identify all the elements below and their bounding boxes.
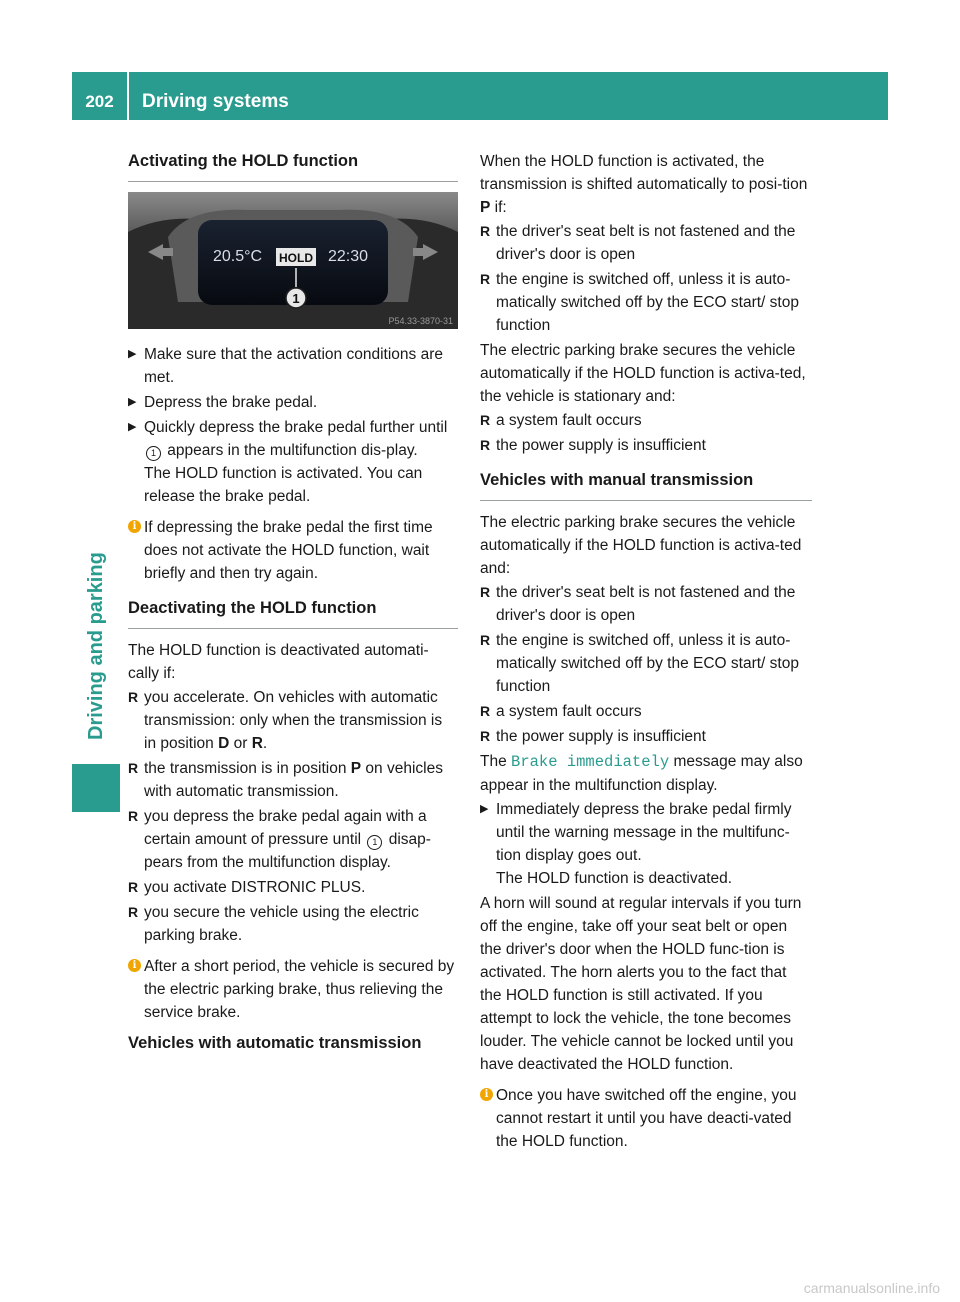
- deactivation-intro: The HOLD function is deactivated automati-cally if:: [128, 642, 429, 682]
- arrow-icon: ▶: [128, 421, 137, 433]
- bullet-icon: R: [128, 879, 139, 895]
- bullet-icon: R: [128, 808, 139, 824]
- arrow-icon: ▶: [128, 396, 137, 408]
- info-note: i After a short period, the vehicle is secured by the electric parking brake, thus relieving the service brake.: [128, 955, 458, 1024]
- bullet-icon: R: [480, 728, 491, 744]
- step-brake: ▶ Immediately depress the brake pedal firmly until the warning message in the multifunc-tion display goes out. The HOLD function is deactivated.: [480, 798, 812, 890]
- bullet-icon: R: [480, 412, 491, 428]
- list-item: R the engine is switched off, unless it is auto-matically switched off by the ECO start/ stop function: [480, 268, 812, 337]
- list-item: R the power supply is insufficient: [480, 434, 812, 457]
- figure-time: 22:30: [328, 248, 369, 265]
- manual-intro: The electric parking brake secures the vehicle automatically if the HOLD function is activa-ted and:: [480, 514, 802, 577]
- bullet-icon: R: [480, 271, 491, 287]
- section-rule: [128, 628, 458, 629]
- auto-intro: When the HOLD function is activated, the transmission is shifted automatically to posi-tion P if:: [480, 153, 808, 216]
- deactivating-heading: Deactivating the HOLD function: [128, 599, 377, 617]
- step-1: ▶ Make sure that the activation conditions are met.: [128, 343, 458, 389]
- page-title: Driving systems: [142, 91, 289, 112]
- list-item: R you activate DISTRONIC PLUS.: [128, 876, 458, 899]
- step-2: ▶ Depress the brake pedal.: [128, 391, 458, 414]
- step-result: The HOLD function is deactivated.: [496, 870, 733, 887]
- bullet-icon: R: [480, 584, 491, 600]
- bullet-icon: R: [480, 437, 491, 453]
- page-number: 202: [72, 72, 127, 120]
- figure-temp: 20.5°C: [213, 248, 263, 265]
- list-item: R the engine is switched off, unless it is auto-matically switched off by the ECO start/ stop function: [480, 629, 812, 698]
- manual-transmission-heading: Vehicles with manual transmission: [480, 471, 754, 489]
- figure-code: P54.33-3870-31: [388, 316, 453, 326]
- list-item: R the driver's seat belt is not fastened and the driver's door is open: [480, 581, 812, 627]
- list-item: R the power supply is insufficient: [480, 725, 812, 748]
- epb-text: The electric parking brake secures the vehicle automatically if the HOLD function is activa-ted, the vehicle is stationary and:: [480, 342, 806, 405]
- section-rule: [480, 500, 812, 501]
- list-item: R you secure the vehicle using the electric parking brake.: [128, 901, 458, 947]
- list-item: R a system fault occurs: [480, 700, 812, 723]
- bullet-icon: R: [480, 703, 491, 719]
- side-tab-label: Driving and parking: [85, 552, 107, 740]
- step-3: ▶ Quickly depress the brake pedal further until 1 appears in the multifunction dis-play. The HOLD function is activated. You can release the brake pedal.: [128, 416, 458, 508]
- section-rule: [128, 181, 458, 182]
- horn-text: A horn will sound at regular intervals if you turn off the engine, take off your seat belt or open the driver's door when the HOLD func-tion is activated. The horn alerts you to the fact that the HOLD function is still activated. If you attempt to lock the vehicle, the tone becomes louder. The vehicle cannot be locked until you have deactivated the HOLD function.: [480, 895, 802, 1073]
- bullet-icon: R: [128, 760, 139, 776]
- watermark: carmanualsonline.info: [803, 1280, 940, 1296]
- arrow-icon: ▶: [480, 803, 489, 815]
- list-item: R the driver's seat belt is not fastened and the driver's door is open: [480, 220, 812, 266]
- arrow-icon: ▶: [128, 348, 137, 360]
- right-column: [480, 150, 812, 1157]
- activating-heading: Activating the HOLD function: [128, 152, 359, 170]
- list-item: R you depress the brake pedal again with a certain amount of pressure until 1 disap-pears from the multifunction display.: [128, 805, 458, 874]
- list-item: R the transmission is in position P on vehicles with automatic transmission.: [128, 757, 458, 803]
- info-icon: i: [480, 1088, 493, 1101]
- step-result: The HOLD function is activated. You can release the brake pedal.: [144, 465, 423, 505]
- header-divider: [127, 72, 129, 120]
- brake-message-text: The Brake immediately message may also appear in the multifunction display.: [480, 753, 803, 794]
- left-column: [128, 150, 458, 1055]
- callout-1-icon: 1: [367, 835, 382, 850]
- bullet-icon: R: [128, 904, 139, 920]
- hold-display-figure: [128, 192, 458, 329]
- display-message: Brake immediately: [511, 753, 670, 771]
- info-icon: i: [128, 520, 141, 533]
- figure-hold: HOLD: [279, 251, 313, 265]
- automatic-transmission-heading: Vehicles with automatic transmission: [128, 1034, 422, 1052]
- info-note: i Once you have switched off the engine, you cannot restart it until you have deacti-vated the HOLD function.: [480, 1084, 812, 1153]
- bullet-icon: R: [480, 223, 491, 239]
- info-icon: i: [128, 959, 141, 972]
- figure-callout: 1: [292, 291, 300, 306]
- side-tab: [85, 420, 115, 740]
- bullet-icon: R: [128, 689, 139, 705]
- info-note: i If depressing the brake pedal the first time does not activate the HOLD function, wait briefly and then try again.: [128, 516, 458, 585]
- bullet-icon: R: [480, 632, 491, 648]
- callout-1-icon: 1: [146, 446, 161, 461]
- list-item: R you accelerate. On vehicles with automatic transmission: only when the transmission is in position D or R.: [128, 686, 458, 755]
- list-item: R a system fault occurs: [480, 409, 812, 432]
- instrument-cluster-image: [128, 192, 458, 329]
- side-tab-marker: [72, 764, 120, 812]
